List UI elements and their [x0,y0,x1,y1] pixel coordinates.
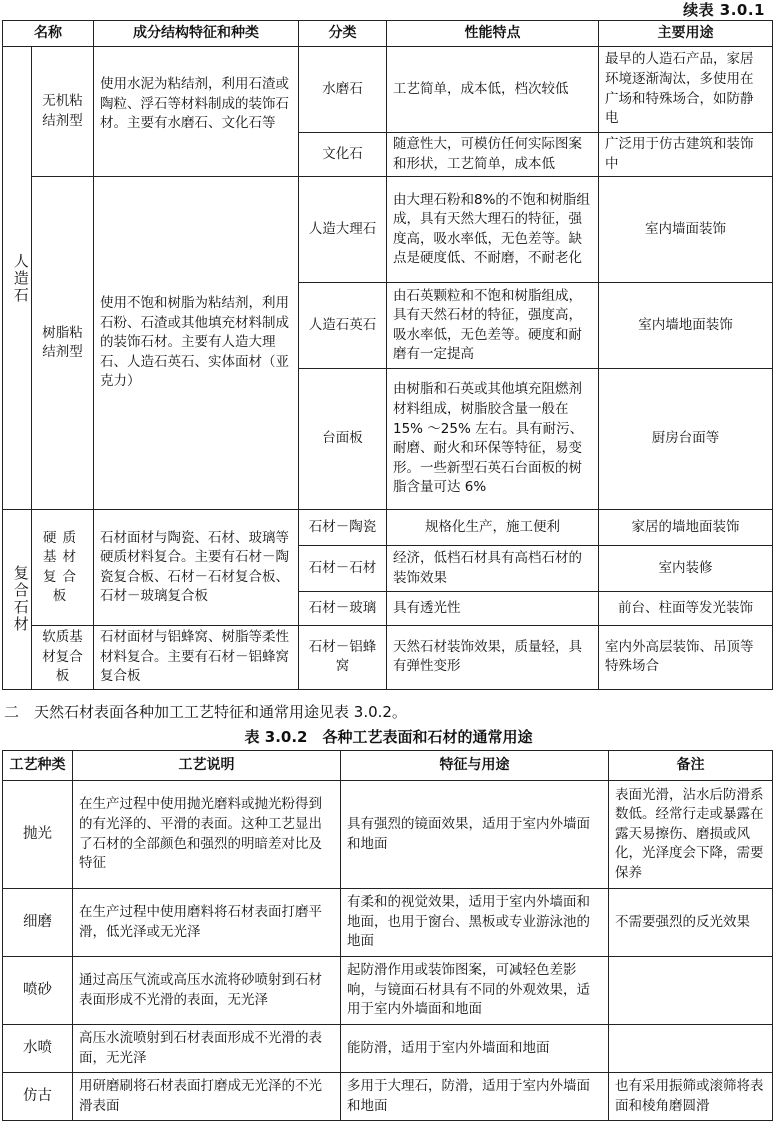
process-use: 起防滑作用或装饰图案，可减轻色差影响，与镜面石材具有不同的外观效果，适用于室内外墙面和地面 [341,957,609,1025]
row-uses: 厨房台面等 [599,369,773,510]
process-use: 能防滑，适用于室内外墙面和地面 [341,1025,609,1073]
row-uses: 前台、柱面等发光装饰 [599,592,773,626]
process-use: 多用于大理石，防滑，适用于室内外墙面和地面 [341,1073,609,1121]
subgroup-resin: 树脂粘结剂型 [32,177,94,510]
surface-process-table [2,750,773,1121]
process-use: 有柔和的视觉效果，适用于室内外墙面和地面，也用于窗台、黑板或专业游泳池的地面 [341,889,609,957]
process-desc: 通过高压气流或高压水流将砂喷射到石材表面形成不光滑的表面，无光泽 [73,957,341,1025]
process-note: 不需要强烈的反光效果 [609,889,773,957]
subgroup-inorganic-description: 使用水泥为粘结剂，利用石渣或陶粒、浮石等材料制成的装饰石材。主要有水磨石、文化石等 [94,47,299,177]
process-type: 喷砂 [3,957,73,1025]
row-category: 人造大理石 [299,177,387,283]
group-artificial-stone: 人造石 [3,47,32,510]
row-category: 石材－陶瓷 [299,510,387,546]
row-features: 由树脂和石英或其他填充阻燃剂材料组成，树脂胶含量一般在 15% ～25% 左右。具有耐污、耐磨、耐火和环保等特征，易变形。一些新型石英石台面板的树脂含量可达 6% [387,369,599,510]
header-composition: 成分结构特征和种类 [94,21,299,47]
header-process-desc: 工艺说明 [73,751,341,781]
row-features: 由石英颗粒和不饱和树脂组成，具有天然石材的特征，强度高，吸水率低，无色差等。硬度和耐磨有一定提高 [387,283,599,369]
group-composite-stone: 复合石材 [3,510,32,690]
stone-classification-table [2,20,773,690]
process-desc: 在生产过程中使用抛光磨料或抛光粉得到的有光泽的、平滑的表面。这种工艺显出了石材的全部颜色和强烈的明暗差对比及特征 [73,781,341,889]
header-notes: 备注 [609,751,773,781]
subgroup-resin-description: 使用不饱和树脂为粘结剂，利用石粉、石渣或其他填充材料制成的装饰石材。主要有人造大理石、人造石英石、实体面材（亚克力） [94,177,299,510]
table-caption: 表 3.0.2 各种工艺表面和石材的通常用途 [244,728,533,746]
row-category: 石材－玻璃 [299,592,387,626]
continued-table-title: 续表 3.0.1 [683,1,765,19]
row-features: 规格化生产，施工便利 [387,510,599,546]
row-uses: 室内装修 [599,546,773,592]
header-name: 名称 [3,21,94,47]
row-features: 由大理石粉和8%的不饱和树脂组成，具有天然大理石的特征，强度高，吸水率低，无色差等。缺点是硬度低、不耐磨，不耐老化 [387,177,599,283]
subgroup-soft-base: 软质基材复合板 [32,626,94,690]
process-note: 表面光滑，沾水后防滑系数低。经常行走或暴露在露天易擦伤、磨损或风化，光泽度会下降，需要保养 [609,781,773,889]
row-features: 天然石材装饰效果，质量轻，具有弹性变形 [387,626,599,690]
process-note [609,957,773,1025]
row-uses: 最早的人造石产品，家居环境逐渐淘汰，多使用在广场和特殊场合，如防静电 [599,47,773,133]
row-category: 水磨石 [299,47,387,133]
row-category: 台面板 [299,369,387,510]
subgroup-soft-base-description: 石材面材与铝蜂窝、树脂等柔性材料复合。主要有石材－铝蜂窝复合板 [94,626,299,690]
row-category: 石材－石材 [299,546,387,592]
header-features-uses: 特征与用途 [341,751,609,781]
section-paragraph: 二 天然石材表面各种加工工艺特征和通常用途见表 3.0.2。 [4,703,407,721]
row-category: 石材－铝蜂窝 [299,626,387,690]
row-features: 具有透光性 [387,592,599,626]
subgroup-inorganic: 无机粘结剂型 [32,47,94,177]
header-features: 性能特点 [387,21,599,47]
header-uses: 主要用途 [599,21,773,47]
process-desc: 在生产过程中使用磨料将石材表面打磨平滑，低光泽或无光泽 [73,889,341,957]
row-category: 文化石 [299,133,387,177]
row-uses: 室内墙地面装饰 [599,283,773,369]
header-process-type: 工艺种类 [3,751,73,781]
subgroup-hard-base: 硬质基材复合板 [32,510,94,626]
process-type: 仿古 [3,1073,73,1121]
row-category: 人造石英石 [299,283,387,369]
row-uses: 家居的墙地面装饰 [599,510,773,546]
process-desc: 用研磨刷将石材表面打磨成无光泽的不光滑表面 [73,1073,341,1121]
row-features: 随意性大，可模仿任何实际图案和形状，工艺简单，成本低 [387,133,599,177]
process-use: 具有强烈的镜面效果，适用于室内外墙面和地面 [341,781,609,889]
process-type: 抛光 [3,781,73,889]
process-note [609,1025,773,1073]
process-type: 水喷 [3,1025,73,1073]
row-features: 工艺简单，成本低，档次较低 [387,47,599,133]
row-uses: 室内墙面装饰 [599,177,773,283]
subgroup-hard-base-description: 石材面材与陶瓷、石材、玻璃等硬质材料复合。主要有石材－陶瓷复合板、石材－石材复合板、石材－玻璃复合板 [94,510,299,626]
row-uses: 室内外高层装饰、吊顶等特殊场合 [599,626,773,690]
process-type: 细磨 [3,889,73,957]
row-features: 经济，低档石材具有高档石材的装饰效果 [387,546,599,592]
row-uses: 广泛用于仿古建筑和装饰中 [599,133,773,177]
process-note: 也有采用振筛或滚筛将表面和棱角磨圆滑 [609,1073,773,1121]
header-category: 分类 [299,21,387,47]
process-desc: 高压水流喷射到石材表面形成不光滑的表面，无光泽 [73,1025,341,1073]
